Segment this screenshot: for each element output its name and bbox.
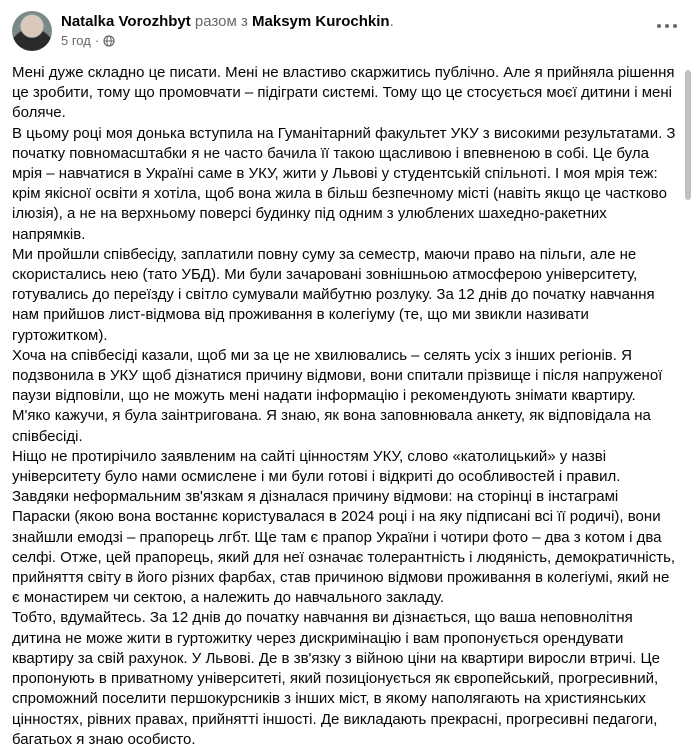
- paragraph: Мені дуже складно це писати. Мені не властиво скаржитись публічно. Але я прийняла рішення це зробити, тому що промовчати – підіграти системі. Тому що це стосується моєї дитини і мені боляче.: [12, 64, 675, 122]
- meta-separator: ·: [94, 33, 100, 48]
- timestamp-link[interactable]: 5 год: [61, 33, 91, 48]
- post-header: [61, 13, 394, 31]
- post-meta: [61, 33, 115, 49]
- more-options-icon[interactable]: [657, 18, 677, 34]
- author-name-link[interactable]: Natalka Vorozhbyt: [61, 13, 191, 30]
- paragraph: Ніщо не протирічило заявленим на сайті цінностям УКУ, слово «католицький» у назві університету було нами осмислене і ми були готові і відкриті до особливостей і правил.: [12, 447, 621, 486]
- scrollbar-thumb[interactable]: [685, 70, 691, 200]
- coauthor-name-link[interactable]: Maksym Kurochkin: [252, 13, 390, 30]
- paragraph: Завдяки неформальним зв'язкам я дізналася причину відмови: на сторінці в інстаграмі Параски (якою вона востаннє користувалася в 2024 році і на яку підписані всі її родичі), вони знайшли емодзі – прапорець лгбт. Ще там є прапор України і чотири фото – два з котом і два селфі. Отже, цей прапорець, який для неї означає толерантність і людяність, демократичність, прийняття світу в його різних фарбах, став причиною відмови проживання в колегіумі, який не є монастирем чи сектою, а належить до навчального закладу.: [12, 488, 676, 607]
- avatar[interactable]: [12, 11, 52, 51]
- paragraph: Тобто, вдумайтесь. За 12 днів до початку навчання ви дізнається, що ваша неповнолітня дитина не може жити в гуртожитку через дискримінацію і вам пропонується орендувати квартиру за свій рахунок. У Львові. Де в зв'язку з війною ціни на квартири виросли втричі. Це пропонують в приватному університеті, який позиціонується як європейський, прогресивний, спроможний поселити першокурсників з інших міст, в якому наполягають на християнських цінностях, рівних правах, прийнятті іншості. Де викладають прекрасні, прогресивні педагоги, багатьох я знаю особисто.: [12, 609, 660, 748]
- paragraph: Ми пройшли співбесіду, заплатили повну суму за семестр, маючи право на пільги, але не скористались нею (тато УБД). Ми були зачаровані зовнішньою атмосферою університету, готувались до переїзду і світло сумували майбутню розлуку. За 12 днів до початку навчання нам прийшов лист-відмова від проживання в колегіуму (те, що ми звикли називати гуртожитком).: [12, 245, 655, 344]
- coauthor-suffix: .: [389, 13, 394, 30]
- post-body: [12, 63, 677, 750]
- paragraph: Хоча на співбесіді казали, щоб ми за це не хвилювались – селять усіх з інших регіонів. Я подзвонила в УКУ щоб дізнатися причину відмови, вони спитали прізвище і після напруженої паузи відповіли, що не можуть мені надати інформацію і рекомендують знімати квартиру. М'яко кажучи, я була заінтригована. Я знаю, як вона заповнювала анкету, як відповідала на співбесіді.: [12, 346, 663, 445]
- with-text: разом з: [194, 13, 248, 30]
- scrollbar[interactable]: [684, 70, 692, 630]
- globe-icon[interactable]: [103, 35, 115, 47]
- paragraph: В цьому році моя донька вступила на Гуманітарний факультет УКУ з високими результатами. З початку повномасштабки я не часто бачила її такою щасливою і впевненою в собі. Це була мрія – навчатися в Україні саме в УКУ, жити у Львові у студентській спільноті. І моя мрія теж: крім якісної освіти я хотіла, щоб вона жила в більш безпечному місті (навіть якщо це частково ілюзія), а не на верхньому поверсі будинку під одним з улюблених шахедно-ракетних напрямків.: [12, 124, 676, 243]
